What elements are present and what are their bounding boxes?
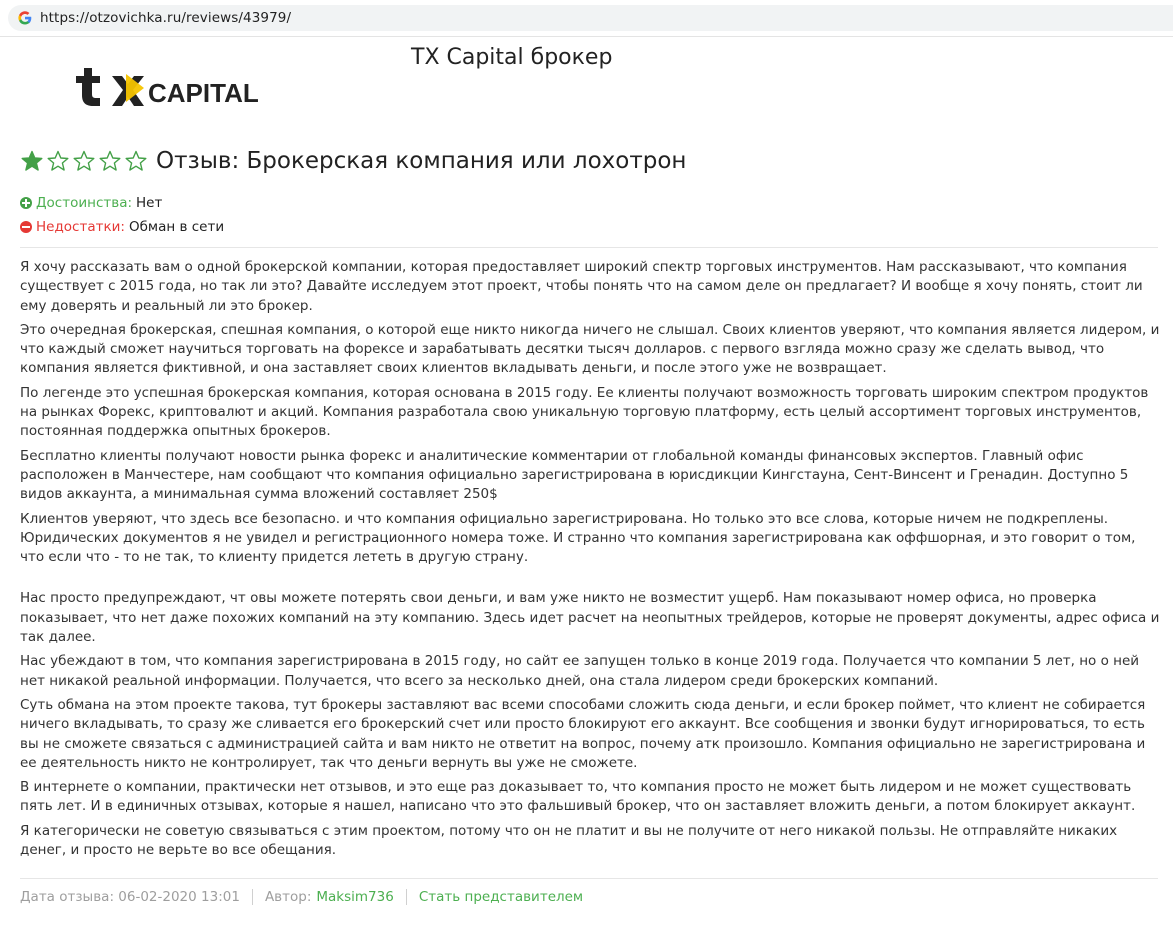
review-paragraph: Я хочу рассказать вам о одной брокерской компании, которая предоставляет широкий спектр торговых инструментов. Нам рассказывают, что компания существует с 2015 года, но так ли это? Давайте исследуем этот проект, чтобы понять что на самом деле он предлагает? И вообще я хочу понять, стоит ли ему доверять и реальный ли это брокер. xyxy=(20,259,1143,314)
review-paragraph: Нас просто предупреждают, чт овы можете потерять свои деньги, и вам уже никто не возместит ущерб. Нам показывают номер офиса, но проверка показывает, что нет даже похожих компаний на эту компанию. Здесь идет расчет на неопытных трейдеров, которые не проверят документы, адрес офиса и так далее. xyxy=(20,590,1160,646)
author-link[interactable]: Maksim736 xyxy=(316,889,394,905)
pros-label: Достоинства: xyxy=(36,195,133,211)
review-paragraph: Это очередная брокерская, спешная компания, о которой еще никто никогда ничего не слышал. Своих клиентов уверяют, что компания является лидером, и что каждый сможет научиться торговать на форексе и зарабатывать десятки тысяч долларов. с первого взгляда можно сразу же сделать вывод, что компания является фиктивной, и она заставляет своих клиентов вкладывать деньги, и после этого уже не возвращает. xyxy=(20,321,1160,377)
review-paragraph: Клиентов уверяют, что здесь все безопасно. и что компания официально зарегистрирована. Но только это все слова, которые ничем не подкреплены. Юридических документов я не увидел и регистрационного номера тоже. И странно что компания зарегистрирована как оффшорная, и это говорит о том, что если что - то не так, то клиенту придется лететь в другую страну. xyxy=(20,510,1136,566)
review-paragraph: В интернете о компании, практически нет отзывов, и это еще раз доказывает то, что компания просто не может быть лидером и не может существовать пять лет. И в единичных отзывах, которые я нашел, написано что это фальшивый брокер, что он заставляет вложить деньги, а потом блокирует аккаунт. xyxy=(20,779,1136,815)
cons-label: Недостатки: xyxy=(36,219,125,235)
star-filled-icon[interactable] xyxy=(20,149,44,173)
divider xyxy=(20,247,1158,248)
review-body xyxy=(20,258,1160,865)
review-header xyxy=(20,144,686,178)
author-label: Автор: xyxy=(264,889,312,905)
browser-address-bar xyxy=(0,0,1173,37)
divider xyxy=(20,878,1158,879)
company-logo[interactable] xyxy=(74,62,266,110)
plus-circle-icon xyxy=(20,197,32,209)
url-text: https://otzovichka.ru/reviews/43979/ xyxy=(40,10,292,26)
pros-value: Нет xyxy=(136,195,163,211)
review-title: Отзыв: Брокерская компания или лохотрон xyxy=(156,148,687,174)
logo-wordmark: CAPITAL xyxy=(148,78,259,108)
star-empty-icon[interactable] xyxy=(46,149,70,173)
review-footer xyxy=(20,889,583,905)
review-paragraph: Суть обмана на этом проекте такова, тут брокеры заставляют вас всеми способами сложить сюда деньги, и если брокер поймет, что клиент не собирается ничего вкладывать, то сразу же сливается его брокерский счет или просто блокируют его аккаунт. Все сообщения и звонки будут игнорироваться, то есть вы не сможете связаться с администрацией сайта и вам никто не ответит на вопрос, почему атк произошло. Компания официально не зарегистрирована и ее деятельность никто не контролирует, так что деньги вернуть вы уже не сможете. xyxy=(20,696,1146,771)
cons-value: Обман в сети xyxy=(128,219,225,235)
company-name: TX Capital брокер xyxy=(411,45,613,70)
star-empty-icon[interactable] xyxy=(98,149,122,173)
separator xyxy=(252,889,253,905)
review-paragraph: По легенде это успешная брокерская компания, которая основана в 2015 году. Ее клиенты получают возможность торговать широким спектром продуктов на рынках Форекс, криптовалют и акций. Компания разработала свою уникальную торговую платформу, есть целый ассортимент торговых инструментов, постоянная поддержка опытных брокеров. xyxy=(20,384,1149,440)
star-empty-icon[interactable] xyxy=(72,149,96,173)
pros-row xyxy=(20,195,162,211)
cons-row xyxy=(20,219,224,235)
star-empty-icon[interactable] xyxy=(124,149,148,173)
minus-circle-icon xyxy=(20,221,32,233)
star-rating xyxy=(20,149,148,173)
review-paragraph: Бесплатно клиенты получают новости рынка форекс и аналитические комментарии от глобальной команды финансовых экспертов. Главный офис расположен в Манчестере, нам сообщают что компания официально зарегистрирована в юрисдикции Кингстауна, Сент-Винсент и Гренадин. Доступно 5 видов аккаунта, а минимальная сумма вложений составляет 250$ xyxy=(20,447,1129,503)
review-paragraph: Я категорически не советую связываться с этим проектом, потому что он не платит и вы не получите от него никакой пользы. Не отправляйте никаких денег, и просто не верьте во все обещания. xyxy=(20,822,1118,859)
separator xyxy=(406,889,407,905)
become-representative-link[interactable]: Стать представителем xyxy=(418,889,584,905)
google-g-icon xyxy=(18,11,32,25)
review-date: Дата отзыва: 06-02-2020 13:01 xyxy=(20,889,240,905)
review-paragraph: Нас убеждают в том, что компания зарегистрирована в 2015 году, но сайт ее запущен только в конце 2019 года. Получается что компании 5 лет, но о ней нет никакой реальной информации. Получается, что всего за несколько дней, она стала лидером среди брокерских компаний. xyxy=(20,653,1140,689)
url-field[interactable] xyxy=(8,5,1173,31)
